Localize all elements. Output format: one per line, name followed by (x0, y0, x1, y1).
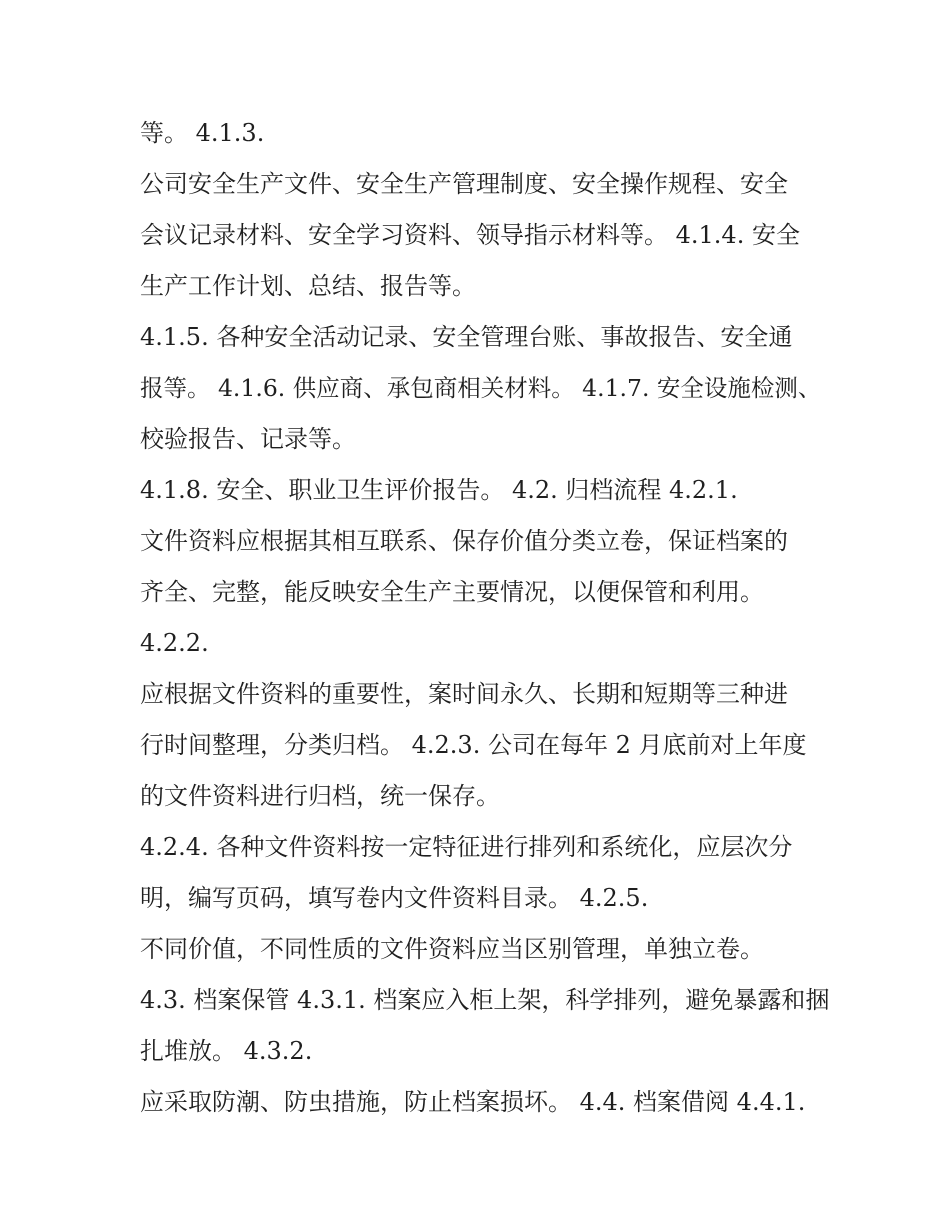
text-line: 等。 4.1.3. (140, 119, 265, 147)
text-line: 生产工作计划、总结、报告等。 (140, 272, 476, 300)
text-line: 4.1.8. 安全、职业卫生评价报告。 4.2. 归档流程 4.2.1. (140, 476, 738, 504)
text-line: 文件资料应根据其相互联系、保存价值分类立卷，保证档案的 (140, 527, 788, 555)
text-line: 应根据文件资料的重要性，案时间永久、长期和短期等三种进 (140, 680, 788, 708)
text-line: 齐全、完整，能反映安全生产主要情况，以便保管和利用。 (140, 578, 764, 606)
text-line: 4.2.4. 各种文件资料按一定特征进行排列和系统化，应层次分 (140, 833, 793, 861)
text-line: 会议记录材料、安全学习资料、领导指示材料等。 4.1.4. 安全 (140, 221, 800, 249)
text-line: 校验报告、记录等。 (140, 425, 356, 453)
document-body (140, 108, 830, 1128)
text-line: 明，编写页码，填写卷内文件资料目录。 4.2.5. (140, 884, 649, 912)
text-line: 应采取防潮、防虫措施，防止档案损坏。 4.4. 档案借阅 4.4.1. (140, 1088, 806, 1116)
text-line: 的文件资料进行归档，统一保存。 (140, 782, 500, 810)
text-line: 扎堆放。 4.3.2. (140, 1037, 313, 1065)
text-line: 4.1.5. 各种安全活动记录、安全管理台账、事故报告、安全通 (140, 323, 793, 351)
text-line: 行时间整理，分类归档。 4.2.3. 公司在每年 2 月底前对上年度 (140, 731, 807, 759)
text-line: 报等。 4.1.6. 供应商、承包商相关材料。 4.1.7. 安全设施检测、 (140, 374, 822, 402)
text-line: 4.3. 档案保管 4.3.1. 档案应入柜上架，科学排列，避免暴露和捆 (140, 986, 830, 1014)
text-line: 4.2.2. (140, 629, 209, 657)
text-line: 公司安全生产文件、安全生产管理制度、安全操作规程、安全 (140, 170, 788, 198)
text-line: 不同价值，不同性质的文件资料应当区别管理，单独立卷。 (140, 935, 764, 963)
